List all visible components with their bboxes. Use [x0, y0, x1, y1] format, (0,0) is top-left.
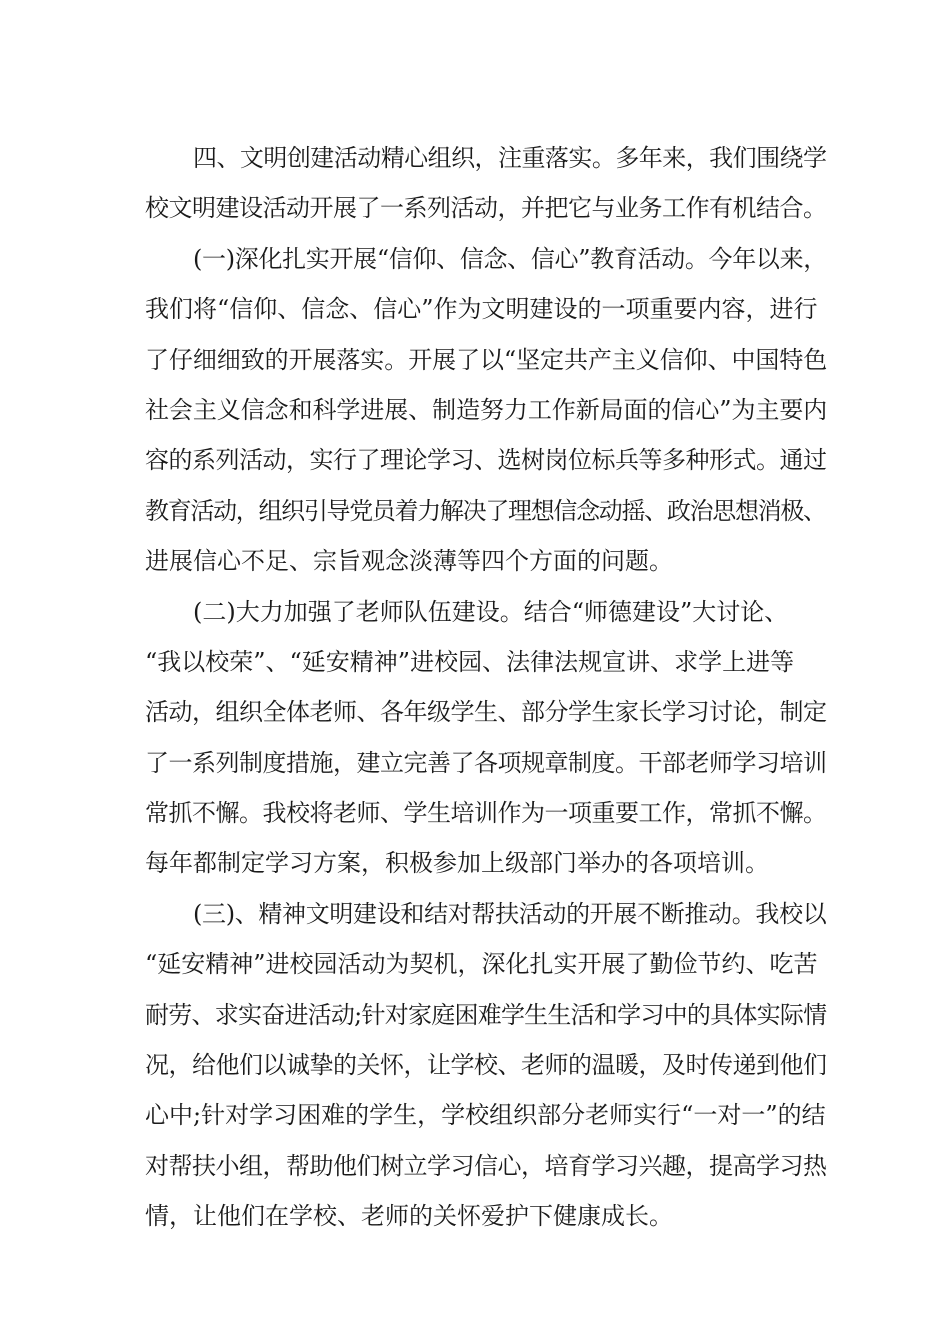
text-line: 四、文明创建活动精心组织，注重落实。多年来，我们围绕学 — [193, 144, 827, 172]
text-line: 对帮扶小组，帮助他们树立学习信心，培育学习兴趣，提高学习热 — [145, 1151, 827, 1180]
text-line: 耐劳、求实奋进活动;针对家庭困难学生生活和学习中的具体实际情 — [145, 1000, 827, 1029]
text-line: 校文明建设活动开展了一系列活动，并把它与业务工作有机结合。 — [145, 194, 827, 223]
text-line: 容的系列活动，实行了理论学习、选树岗位标兵等多种形式。通过 — [145, 446, 827, 475]
text-line: (二)大力加强了老师队伍建设。结合“师德建设”大讨论、 — [193, 597, 789, 626]
text-line: 活动，组织全体老师、各年级学生、部分学生家长学习讨论，制定 — [145, 698, 827, 727]
text-line: (一)深化扎实开展“信仰、信念、信心”教育活动。今年以来， — [193, 244, 827, 273]
body-text — [145, 133, 827, 1242]
text-line: 况，给他们以诚挚的关怀，让学校、老师的温暖，及时传递到他们 — [145, 1051, 827, 1080]
text-line: 我们将“信仰、信念、信心”作为文明建设的一项重要内容，进行 — [145, 295, 818, 324]
text-line: “延安精神”进校园活动为契机，深化扎实开展了勤俭节约、吃苦 — [145, 950, 818, 979]
text-line: 了仔细细致的开展落实。开展了以“坚定共产主义信仰、中国特色 — [145, 345, 828, 374]
text-line: 了一系列制度措施，建立完善了各项规章制度。干部老师学习培训 — [145, 748, 827, 777]
text-line: (三)、精神文明建设和结对帮扶活动的开展不断推动。我校以 — [193, 899, 827, 928]
text-line: 教育活动，组织引导党员着力解决了理想信念动摇、政治思想消极、 — [145, 496, 826, 525]
text-line: 进展信心不足、宗旨观念淡薄等四个方面的问题。 — [145, 547, 673, 576]
text-line: 情，让他们在学校、老师的关怀爱护下健康成长。 — [145, 1202, 673, 1231]
text-line: 社会主义信念和科学进展、制造努力工作新局面的信心”为主要内 — [145, 395, 828, 424]
text-line: “我以校荣”、“延安精神”进校园、法律法规宣讲、求学上进等 — [145, 647, 795, 676]
text-line: 每年都制定学习方案，积极参加上级部门举办的各项培训。 — [145, 849, 769, 878]
text-line: 心中;针对学习困难的学生，学校组织部分老师实行“一对一”的结 — [145, 1101, 826, 1130]
text-line: 常抓不懈。我校将老师、学生培训作为一项重要工作，常抓不懈。 — [145, 799, 827, 828]
